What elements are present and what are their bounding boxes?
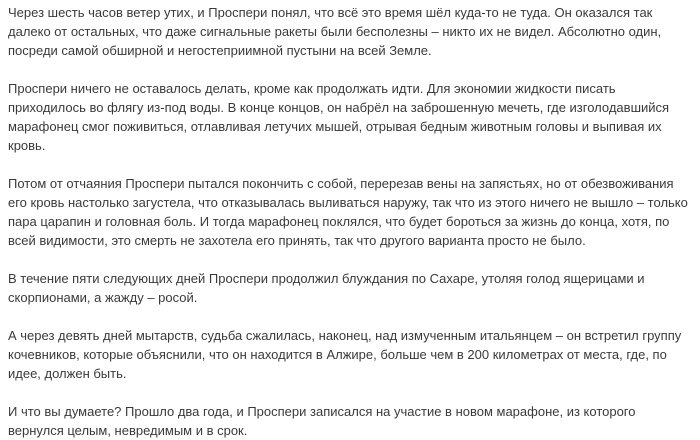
paragraph-3: Потом от отчаяния Проспери пытался покончить с собой, перерезав вены на запястьях, но от обезвоживания его кровь настолько загустела, что отказывалась выливаться наружу, так что из этого ничего не вышло – только пара царапин и головная боль. И тогда марафонец поклялся, что будет бороться за жизнь до конца, хотя, по всей видимости, это смерть не захотела его принять, так что другого варианта просто не было.	[8, 176, 688, 248]
paragraph-4: В течение пяти следующих дней Проспери продолжил блуждания по Сахаре, утоляя голод ящерицами и скорпионами, а жажду – росой.	[8, 271, 645, 305]
paragraph-6: И что вы думаете? Прошло два года, и Проспери записался на участие в новом марафоне, из которого вернулся целым, невредимым и в срок.	[8, 404, 636, 438]
paragraph-2: Проспери ничего не оставалось делать, кроме как продолжать идти. Для экономии жидкости писать приходилось во флягу из-под воды. В конце концов, он набрёл на заброшенную мечеть, где изголодавшийся марафонец смог поживиться, отлавливая летучих мышей, отрывая бедным животным головы и выпивая их кровь.	[8, 81, 670, 153]
paragraph-1: Через шесть часов ветер утих, и Проспери понял, что всё это время шёл куда-то не туда. Он оказался так далеко от остальных, что даже сигнальные ракеты были бесполезны – никто их не видел. Абсолютно один, посреди самой обширной и негостеприимной пустыни на всей Земле.	[8, 5, 662, 58]
paragraph-5: А через девять дней мытарств, судьба сжалилась, наконец, над измученным итальянцем – он встретил группу кочевников, которые объяснили, что он находится в Алжире, больше чем в 200 километрах от места, где, по идее, должен быть.	[8, 328, 682, 381]
